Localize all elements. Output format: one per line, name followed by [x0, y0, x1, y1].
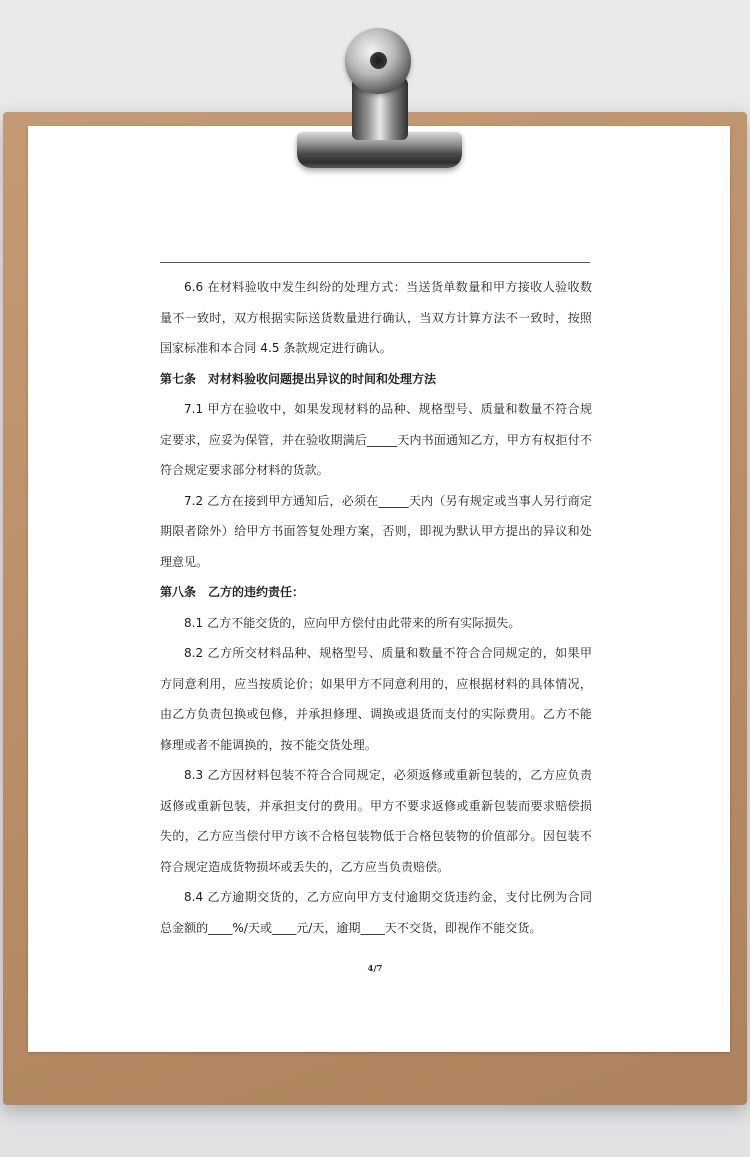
clause-7-2: 7.2 乙方在接到甲方通知后，必须在_____天内（另有规定或当事人另行商定期限者除外）给甲方书面答复处理方案，否则，即视为默认甲方提出的异议和处理意见。	[160, 493, 592, 569]
clip-hole-icon	[370, 52, 387, 69]
clause-8-4: 8.4 乙方逾期交货的，乙方应向甲方支付逾期交货违约金，支付比例为合同总金额的____%/天或____元/天，逾期____天不交货，即视作不能交货。	[160, 890, 592, 935]
clause-7-1: 7.1 甲方在验收中，如果发现材料的品种、规格型号、质量和数量不符合规定要求，应妥为保管，并在验收期满后_____天内书面通知乙方，甲方有权拒付不符合规定要求部分材料的货款。	[160, 402, 592, 477]
header-rule	[160, 262, 590, 263]
document-body	[160, 272, 592, 943]
page-number: 4/7	[367, 964, 383, 974]
clause-8-3: 8.3 乙方因材料包装不符合合同规定，必须返修或重新包装的，乙方应负责返修或重新包装，并承担支付的费用。甲方不要求返修或重新包装而要求赔偿损失的，乙方应当偿付甲方该不合格包装物低于合格包装物的价值部分。因包装不符合规定造成货物损坏或丢失的，乙方应当负责赔偿。	[160, 768, 592, 874]
article-8-heading: 第八条 乙方的违约责任：	[160, 585, 305, 599]
clause-8-1: 8.1 乙方不能交货的，应向甲方偿付由此带来的所有实际损失。	[184, 615, 521, 630]
clause-8-2: 8.2 乙方所交材料品种、规格型号、质量和数量不符合合同规定的，如果甲方同意利用，应当按质论价；如果甲方不同意利用的，应根据材料的具体情况，由乙方负责包换或包修，并承担修理、调换或退货而支付的实际费用。乙方不能修理或者不能调换的，按不能交货处理。	[160, 646, 592, 752]
article-7-heading: 第七条 对材料验收问题提出异议的时间和处理方法	[160, 371, 437, 386]
clause-6-6: 6.6 在材料验收中发生纠纷的处理方式：当送货单数量和甲方接收人验收数量不一致时，双方根据实际送货数量进行确认，当双方计算方法不一致时，按照国家标准和本合同 4.5 条款规定进行确认。	[160, 280, 592, 355]
